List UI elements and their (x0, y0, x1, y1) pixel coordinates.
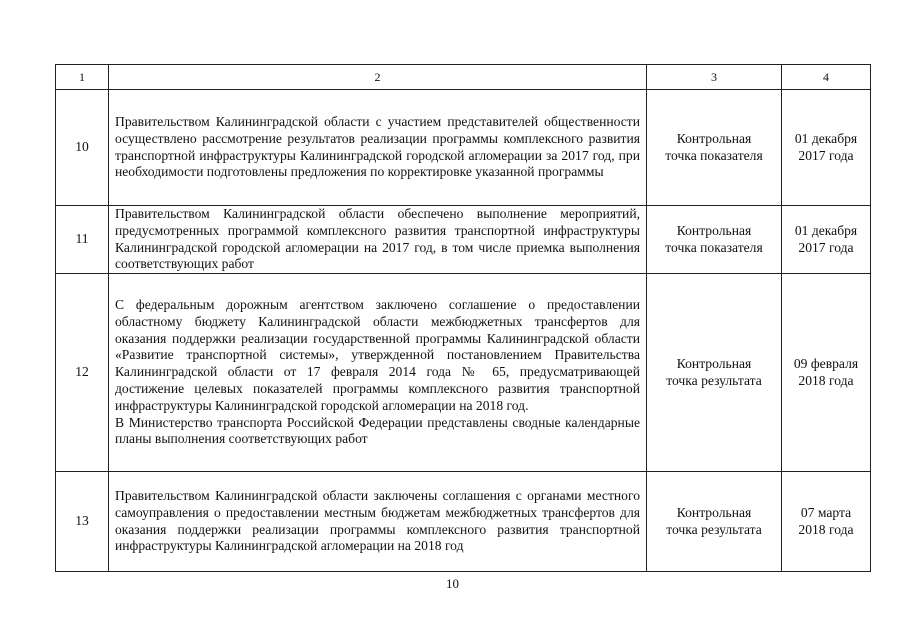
row-description (109, 472, 647, 572)
row-number: 11 (56, 206, 109, 274)
row-type-line: точка результата (666, 521, 762, 537)
row-type-line: Контрольная (676, 130, 752, 146)
row-date (782, 206, 871, 274)
row-date-line: 09 февраля (793, 355, 859, 371)
measures-table (55, 64, 871, 572)
row-type-line: точка результата (666, 372, 762, 388)
row-description (109, 206, 647, 274)
page-number: 10 (446, 576, 459, 591)
row-type-line: Контрольная (676, 504, 752, 520)
table-row (56, 206, 871, 274)
row-description-paragraph: Правительством Калининградской области с участием представителей общественности осуществлено рассмотрение результатов реализации программы комплексного развития транспортной инфраструктуры Калининградской городской агломерации за 2017 год, при необходимости подготовлены предложения по корректировке указанной программы (115, 113, 640, 180)
row-date-line: 2018 года (798, 372, 854, 388)
table-row (56, 274, 871, 472)
row-description (109, 274, 647, 472)
row-description-paragraph: В Министерство транспорта Российской Федерации представлены сводные календарные планы выполнения соответствующих работ (115, 414, 640, 447)
header-col-1: 1 (56, 65, 109, 90)
row-type (647, 274, 782, 472)
row-type-line: точка показателя (665, 239, 763, 255)
header-col-4: 4 (782, 65, 871, 90)
row-number: 12 (56, 274, 109, 472)
row-date (782, 274, 871, 472)
row-date (782, 90, 871, 206)
row-date-line: 07 марта (800, 504, 852, 520)
row-type-line: Контрольная (676, 222, 752, 238)
row-type (647, 90, 782, 206)
row-type-line: точка показателя (665, 147, 763, 163)
row-date (782, 472, 871, 572)
table-row (56, 90, 871, 206)
row-description-paragraph: Правительством Калининградской области заключены соглашения с органами местного самоуправления о предоставлении местным бюджетам межбюджетных трансфертов для оказания поддержки реализации программы комплексного развития транспортной инфраструктуры Калининградской агломерации на 2018 год (115, 488, 640, 554)
row-type-line: Контрольная (676, 355, 752, 371)
row-date-line: 01 декабря (794, 222, 858, 238)
row-type (647, 472, 782, 572)
row-description-paragraph: Правительством Калининградской области обеспечено выполнение мероприятий, предусмотренных программой комплексного развития транспортной инфраструктуры Калининградской городской агломерации на 2017 год, в том числе приемка выполнения соответствующих работ (115, 206, 640, 272)
row-date-line: 2018 года (798, 521, 854, 537)
row-date-line: 2017 года (798, 147, 854, 163)
row-type (647, 206, 782, 274)
row-number: 13 (56, 472, 109, 572)
header-col-3: 3 (647, 65, 782, 90)
table-row (56, 472, 871, 572)
row-date-line: 2017 года (798, 239, 854, 255)
row-description (109, 90, 647, 206)
row-date-line: 01 декабря (794, 130, 858, 146)
header-col-2: 2 (109, 65, 647, 90)
row-description-paragraph: С федеральным дорожным агентством заключено соглашение о предоставлении областному бюджету Калининградской области межбюджетных трансфертов для оказания поддержки реализации государственной программы Калининградской области «Развитие транспортной системы», утвержденной постановлением Правительства Калининградской области от 17 февраля 2014 года № 65, предусматривающей достижение целевых показателей программы комплексного развития транспортной инфраструктуры Калининградской городской агломерации на 2018 год. (115, 297, 640, 413)
table-header-row (56, 65, 871, 90)
row-number: 10 (56, 90, 109, 206)
